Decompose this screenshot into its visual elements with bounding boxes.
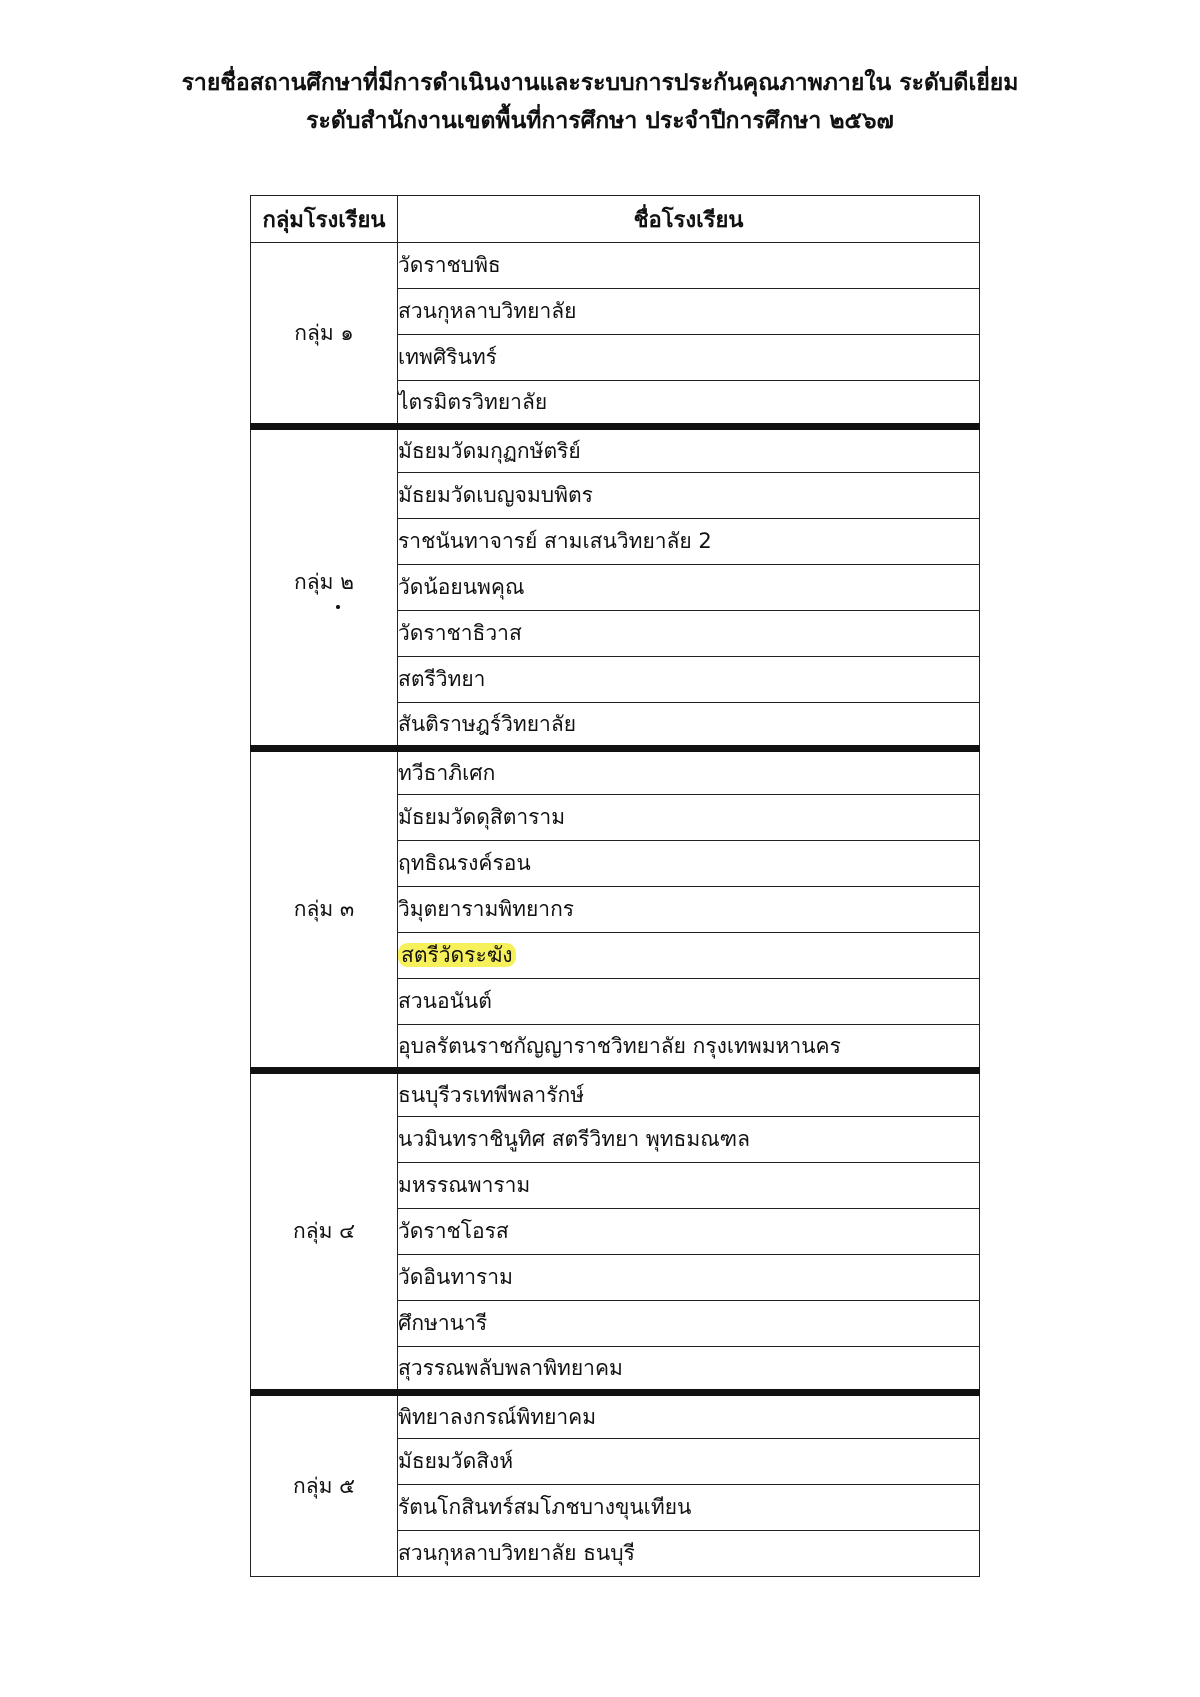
group-label: กลุ่ม ๑ [294, 320, 354, 345]
group-block-5 [251, 1393, 980, 1577]
school-name: ราชนันทาจารย์ สามเสนวิทยาลัย 2 [398, 519, 980, 565]
group-block-4 [251, 1071, 980, 1393]
school-name: ฤทธิณรงค์รอน [398, 841, 980, 887]
school-name: อุบลรัตนราชกัญญาราชวิทยาลัย กรุงเทพมหานคร [398, 1025, 980, 1071]
group-label-cell [251, 243, 398, 427]
school-name: รัตนโกสินทร์สมโภชบางขุนเทียน [398, 1485, 980, 1531]
school-name: วิมุตยารามพิทยากร [398, 887, 980, 933]
school-name: วัดราชโอรส [398, 1209, 980, 1255]
school-name: สวนกุหลาบวิทยาลัย [398, 289, 980, 335]
school-name-highlighted-cell [398, 933, 980, 979]
table-row [251, 1393, 980, 1439]
title-line-2: ระดับสำนักงานเขตพื้นที่การศึกษา ประจำปีการศึกษา ๒๕๖๗ [306, 108, 894, 134]
school-name: ธนบุรีวรเทพีพลารักษ์ [398, 1071, 980, 1117]
stray-dot-mark [336, 605, 340, 609]
school-name: มัธยมวัดเบญจมบพิตร [398, 473, 980, 519]
group-label-cell [251, 1071, 398, 1393]
school-name: พิทยาลงกรณ์พิทยาคม [398, 1393, 980, 1439]
school-name: มัธยมวัดสิงห์ [398, 1439, 980, 1485]
school-name: สวนกุหลาบวิทยาลัย ธนบุรี [398, 1531, 980, 1577]
group-label-cell [251, 749, 398, 1071]
school-table [250, 195, 980, 1577]
school-name: นวมินทราชินูทิศ สตรีวิทยา พุทธมณฑล [398, 1117, 980, 1163]
header-group: กลุ่มโรงเรียน [251, 196, 398, 243]
school-name: มัธยมวัดดุสิตาราม [398, 795, 980, 841]
school-name: วัดอินทาราม [398, 1255, 980, 1301]
school-name: ไตรมิตรวิทยาลัย [398, 381, 980, 427]
group-label: กลุ่ม ๔ [293, 1219, 355, 1243]
table-row [251, 749, 980, 795]
table-header-row [251, 196, 980, 243]
group-block-1 [251, 243, 980, 427]
school-name: สตรีวิทยา [398, 657, 980, 703]
highlighted-school-name: สตรีวัดระฆัง [398, 943, 516, 967]
school-name: มัธยมวัดมกุฏกษัตริย์ [398, 427, 980, 473]
group-label: กลุ่ม ๕ [293, 1473, 355, 1498]
document-title [0, 64, 1200, 140]
table-row [251, 427, 980, 473]
school-name: วัดน้อยนพคุณ [398, 565, 980, 611]
title-line-1: รายชื่อสถานศึกษาที่มีการดำเนินงานและระบบการประกันคุณภาพภายใน ระดับดีเยี่ยม [181, 70, 1019, 96]
table-row [251, 243, 980, 289]
group-block-3 [251, 749, 980, 1071]
school-name: ทวีธาภิเศก [398, 749, 980, 795]
group-label-cell [251, 1393, 398, 1577]
header-school-name: ชื่อโรงเรียน [398, 196, 980, 243]
group-label-cell [251, 427, 398, 749]
group-label: กลุ่ม ๒ [294, 570, 354, 594]
table-row [251, 1071, 980, 1117]
school-name: มหรรณพาราม [398, 1163, 980, 1209]
school-name: วัดราชาธิวาส [398, 611, 980, 657]
school-name: ศึกษานารี [398, 1301, 980, 1347]
group-block-2 [251, 427, 980, 749]
school-name: สวนอนันต์ [398, 979, 980, 1025]
school-name: สันติราษฎร์วิทยาลัย [398, 703, 980, 749]
school-name: วัดราชบพิธ [398, 243, 980, 289]
school-name: เทพศิรินทร์ [398, 335, 980, 381]
group-label: กลุ่ม ๓ [293, 897, 355, 921]
school-name: สุวรรณพลับพลาพิทยาคม [398, 1347, 980, 1393]
